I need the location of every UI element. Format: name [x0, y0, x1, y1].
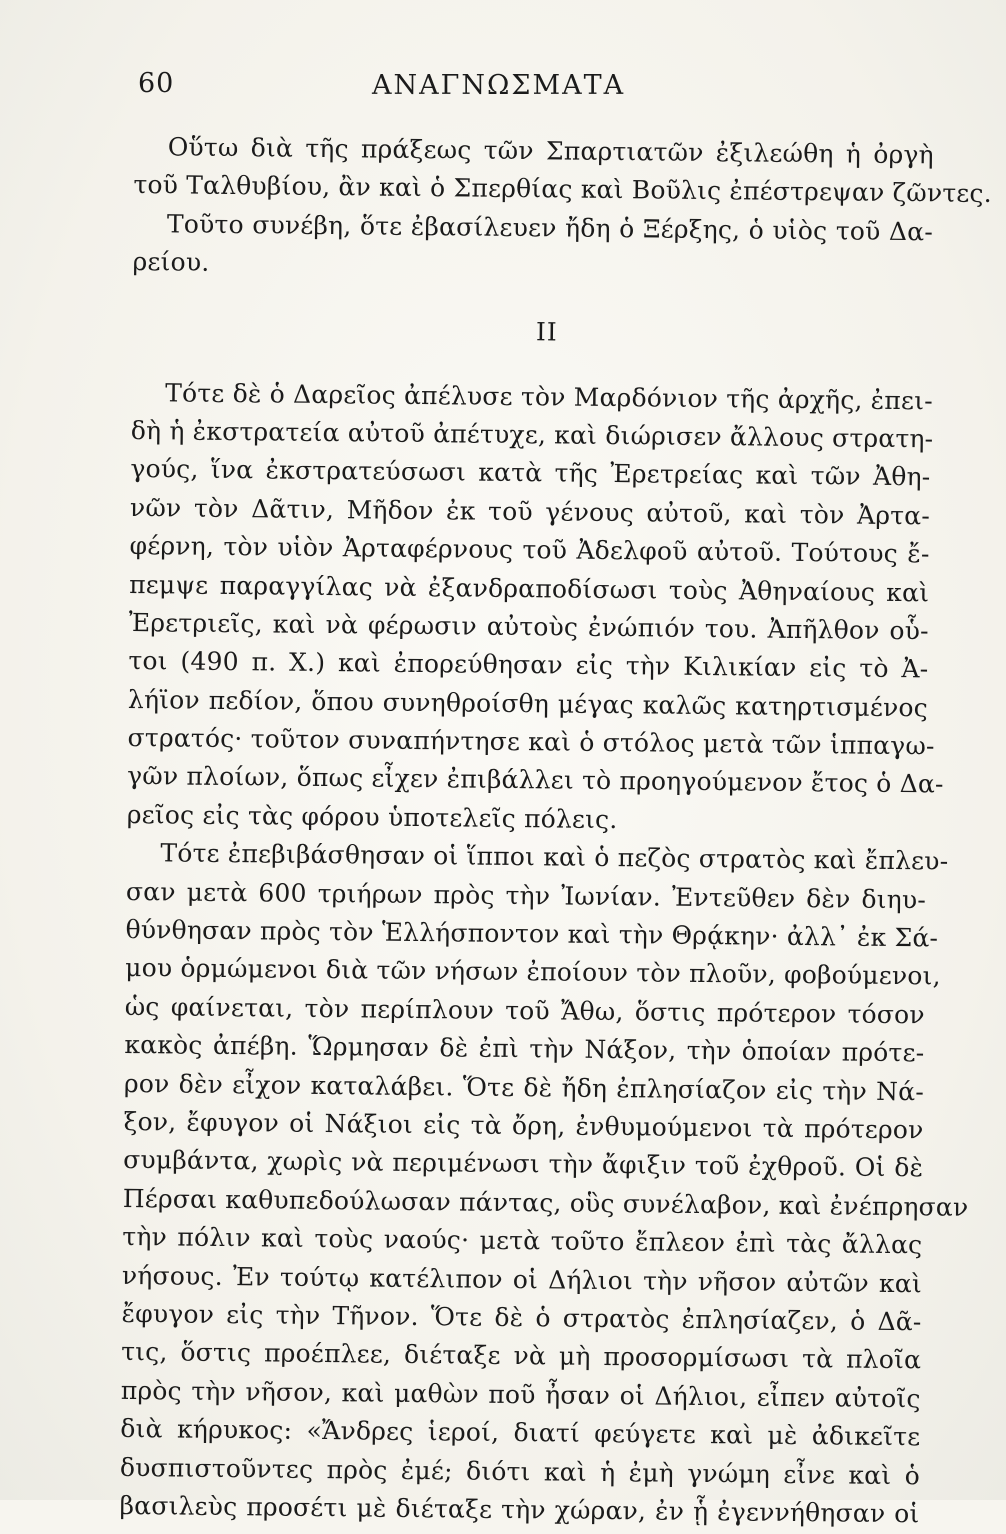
text-line: ἔφυγον εἰς τὴν Τῆνον. Ὅτε δὲ ὁ στρατὸς ἐπλησίαζεν, ὁ Δᾶ- [121, 1298, 922, 1337]
text-line: ρεῖος εἰς τὰς φόρου ὑποτελεῖς πόλεις. [126, 799, 618, 834]
page-header [132, 68, 932, 112]
section-number: II [535, 316, 558, 347]
text-line: Οὕτω διὰ τῆς πράξεως τῶν Σπαρτιατῶν ἐξιλεώθη ἡ ὀργὴ [167, 132, 934, 170]
text-line: πεμψε παραγγίλας νὰ ἐξανδραποδίσωσι τοὺς Ἀθηναίους καὶ [129, 569, 930, 607]
text-line: λήϊον πεδίον, ὅπου συνηθροίσθη μέγας καλῶς κατηρτισμένος [127, 684, 929, 723]
text-line: δυσπιστοῦντες πρὸς ἐμέ; διότι καὶ ἡ ἐμὴ γνώμη εἶνε καὶ ὁ [119, 1452, 921, 1490]
text-line: ὡς φαίνεται, τὸν περίπλουν τοῦ Ἄθω, ὅστις πρότερον τόσον [124, 991, 925, 1030]
text-line: νῶν τὸν Δᾶτιν, Μῆδον ἐκ τοῦ γένους αὐτοῦ, καὶ τὸν Ἀρτα- [129, 492, 931, 531]
text-line: Τότε δὲ ὁ Δαρεῖος ἀπέλυσε τὸν Μαρδόνιον τῆς ἀρχῆς, ἐπει- [165, 377, 933, 415]
text-line: τοι (490 π. Χ.) καὶ ἐπορεύθησαν εἰς τὴν Κιλικίαν εἰς τὸ Ἀ- [128, 646, 929, 684]
text-line: συμβάντα, χωρὶς νὰ περιμένωσι τὴν ἄφιξιν τοῦ ἐχθροῦ. Οἱ δὲ [123, 1145, 924, 1183]
text-line: Τότε ἐπεβιβάσθησαν οἱ ἵπποι καὶ ὁ πεζὸς στρατὸς καὶ ἔπλευ- [160, 838, 949, 876]
text-line: γούς, ἵνα ἐκστρατεύσωσι κατὰ τῆς Ἐρετρείας καὶ τῶν Ἀθη- [130, 454, 931, 492]
page-number: 60 [138, 68, 175, 99]
text-line: φέρνη, τὸν υἱὸν Ἀρταφέρνους τοῦ Ἀδελφοῦ αὐτοῦ. Τούτους ἔ- [129, 531, 930, 569]
body-text [119, 128, 993, 1534]
text-line: τὴν πόλιν καὶ τοὺς ναούς· μετὰ τοῦτο ἔπλεον ἐπὶ τὰς ἄλλας [122, 1222, 923, 1260]
text-line: ξον, ἔφυγον οἱ Νάξιοι εἰς τὰ ὄρη, ἐνθυμούμενοι τὰ πρότερον [123, 1106, 924, 1145]
text-line: κακὸς ἀπέβη. Ὥρμησαν δὲ ἐπὶ τὴν Νάξον, τὴν ὁποίαν πρότε- [124, 1030, 925, 1068]
text-line: μου ὁρμώμενοι διὰ τῶν νήσων ἐποίουν τὸν πλοῦν, φοβούμενοι, [125, 953, 941, 991]
running-title: ΑΝΑΓΝΩΣΜΑΤΑ [372, 70, 626, 101]
text-line: Ἐρετριεῖς, καὶ νὰ φέρωσιν αὐτοὺς ἐνώπιόν του. Ἀπῆλθον οὗ- [128, 607, 929, 646]
text-line: γῶν πλοίων, ὅπως εἶχεν ἐπιβάλλει τὸ προηγούμενον ἔτος ὁ Δα- [127, 761, 944, 799]
text-line: τοῦ Ταλθυβίου, ἂν καὶ ὁ Σπερθίας καὶ Βοῦλις ἐπέστρεψαν ζῶντες. [133, 170, 993, 209]
text-line: Πέρσαι καθυπεδούλωσαν πάντας, οὓς συνέλαβον, καὶ ἐνέπρησαν [122, 1183, 969, 1222]
text-line: ρείου. [132, 247, 210, 277]
text-line: στρατός· τοῦτον συναπήντησε καὶ ὁ στόλος μετὰ τῶν ἱππαγω- [127, 723, 935, 761]
text-line: σαν μετὰ 600 τριήρων πρὸς τὴν Ἰωνίαν. Ἐντεῦθεν δὲν διηυ- [125, 876, 927, 914]
text-line: διὰ κήρυκος: «Ἄνδρες ἱεροί, διατί φεύγετε καὶ μὲ ἀδικεῖτε [120, 1414, 921, 1452]
text-line: ρον δὲν εἶχον καταλάβει. Ὅτε δὲ ἤδη ἐπλησίαζον εἰς τὴν Νά- [123, 1068, 925, 1106]
text-line: δὴ ἡ ἐκστρατεία αὐτοῦ ἀπέτυχε, καὶ διώρισεν ἄλλους στρατη- [130, 415, 934, 454]
text-line: πρὸς τὴν νῆσον, καὶ μαθὼν ποῦ ἦσαν οἱ Δήλιοι, εἶπεν αὐτοῖς [120, 1375, 921, 1414]
text-line: βασιλεὺς προσέτι μὲ διέταξε τὴν χώραν, ἐν ᾗ ἐγεννήθησαν οἱ [119, 1490, 920, 1529]
text-line: θύνθησαν πρὸς τὸν Ἑλλήσποντον καὶ τὴν Θρᾴκην· ἀλλ᾽ ἐκ Σά- [125, 914, 939, 953]
text-line: νήσους. Ἐν τούτῳ κατέλιπον οἱ Δήλιοι τὴν νῆσον αὐτῶν καὶ [121, 1260, 923, 1298]
text-line: τις, ὅστις προέπλεε, διέταξε νὰ μὴ προσορμίσωσι τὰ πλοῖα [121, 1337, 922, 1375]
text-line: Τοῦτο συνέβη, ὅτε ἐβασίλευεν ἤδη ὁ Ξέρξης, ὁ υἱὸς τοῦ Δα- [166, 209, 934, 247]
